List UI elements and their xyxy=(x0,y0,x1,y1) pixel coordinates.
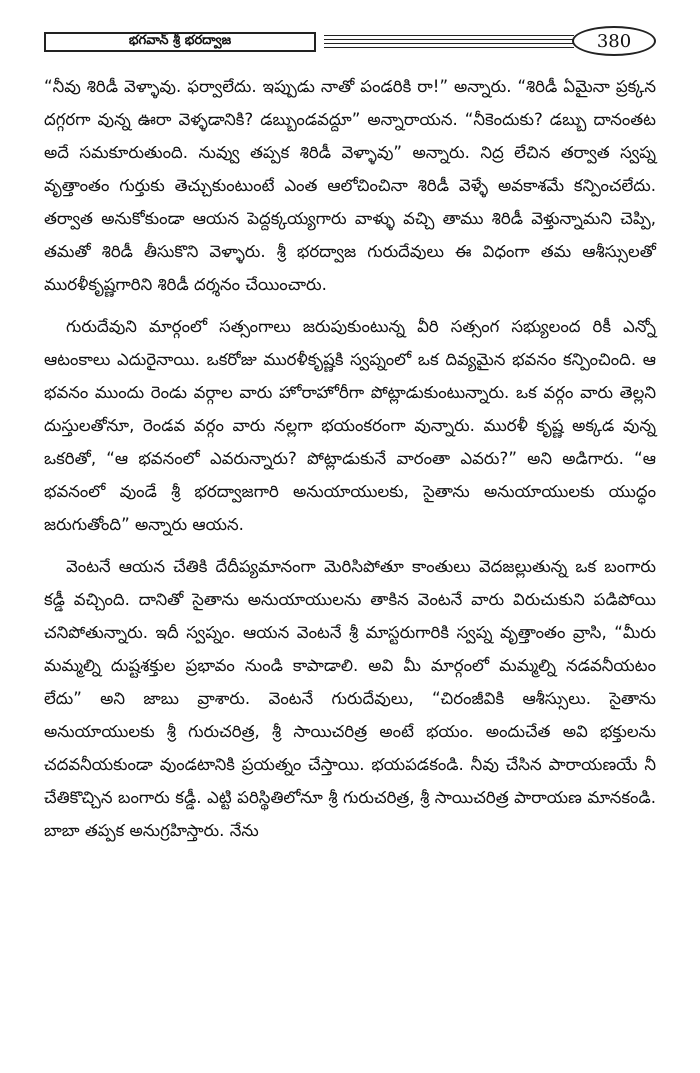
paragraph-3: వెంటనే ఆయన చేతికి దేదీప్యమానంగా మెరిసిపోతూ కాంతులు వెదజల్లుతున్న ఒక బంగారు కడ్డీ వచ్చింది. దానితో సైతాను అనుయాయులను తాకిన వెంటనే వారు విరుచుకుని పడిపోయి చనిపోతున్నారు. ఇదీ స్వప్నం. ఆయన వెంటనే శ్రీ మాస్టరుగారికి స్వప్న వృత్తాంతం వ్రాసి, “మీరు మమ్మల్ని దుష్టశక్తుల ప్రభావం నుండి కాపాడాలి. అవి మీ మార్గంలో మమ్మల్ని నడవనీయటం లేదు” అని జాబు వ్రాశారు. వెంటనే గురుదేవులు, “చిరంజీవికి ఆశీస్సులు. సైతాను అనుయాయులకు శ్రీ గురుచరిత్ర, శ్రీ సాయిచరిత్ర అంటే భయం. అందుచేత అవి భక్తులను చదవనీయకుండా వుండటానికి ప్రయత్నం చేస్తాయి. భయపడకండి. నీవు చేసిన పారాయణయే నీ చేతికొచ్చిన బంగారు కడ్డీ. ఎట్టి పరిస్థితిలోనూ శ్రీ గురుచరిత్ర, శ్రీ సాయిచరిత్ర పారాయణ మానకండి. బాబా తప్పక అనుగ్రహిస్తారు. నేను xyxy=(44,557,656,840)
paragraph-1: “నీవు శిరిడీ వెళ్ళావు. ఫర్వాలేదు. ఇప్పుడు నాతో పండరికి రా!” అన్నారు. “శిరిడీ ఏమైనా ప్రక్కన దగ్గరగా వున్న ఊరా వెళ్ళడానికి? డబ్బుండవద్దూ” అన్నారాయన. “నీకెందుకు? డబ్బు దానంతట అదే సమకూరుతుంది. నువ్వు తప్పక శిరిడీ వెళ్ళావు” అన్నారు. నిద్ర లేచిన తర్వాత స్వప్న వృత్తాంతం గుర్తుకు తెచ్చుకుంటుంటే ఎంత ఆలోచించినా శిరిడీ వెళ్ళే అవకాశమే కన్పించలేదు. తర్వాత అనుకోకుండా ఆయన పెద్దక్కయ్యగారు వాళ్ళు వచ్చి తాము శిరిడీ వెళ్తున్నామని చెప్పి, తమతో శిరిడీ తీసుకొని వెళ్ళారు. శ్రీ భరద్వాజ గురుదేవులు ఈ విధంగా తమ ఆశీస్సులతో మురళీకృష్ణగారిని శిరిడీ దర్శనం చేయించారు. xyxy=(44,77,656,294)
book-title: భగవాన్ శ్రీ భరద్వాజ xyxy=(44,32,316,52)
page-header xyxy=(44,26,656,56)
page-body xyxy=(44,70,656,856)
page-number: 380 xyxy=(572,26,656,56)
header-rule-lines xyxy=(324,35,574,49)
paragraph-2: గురుదేవుని మార్గంలో సత్సంగాలు జరుపుకుంటున్న వీరి సత్సంగ సభ్యులంద రికీ ఎన్నో ఆటంకాలు ఎదురైనాయి. ఒకరోజు మురళీకృష్ణకి స్వప్నంలో ఒక దివ్యమైన భవనం కన్పించింది. ఆ భవనం ముందు రెండు వర్గాల వారు హోరాహోరీగా పోట్లాడుకుంటున్నారు. ఒక వర్గం వారు తెల్లని దుస్తులతోనూ, రెండవ వర్గం వారు నల్లగా భయంకరంగా వున్నారు. మురళీ కృష్ణ అక్కడ వున్న ఒకరితో, “ఆ భవనంలో ఎవరున్నారు? పోట్లాడుకునే వారంతా ఎవరు?” అని అడిగారు. “ఆ భవనంలో వుండే శ్రీ భరద్వాజగారి అనుయాయులకు, సైతాను అనుయాయులకు యుద్ధం జరుగుతోంది” అన్నారు ఆయన. xyxy=(44,317,656,534)
